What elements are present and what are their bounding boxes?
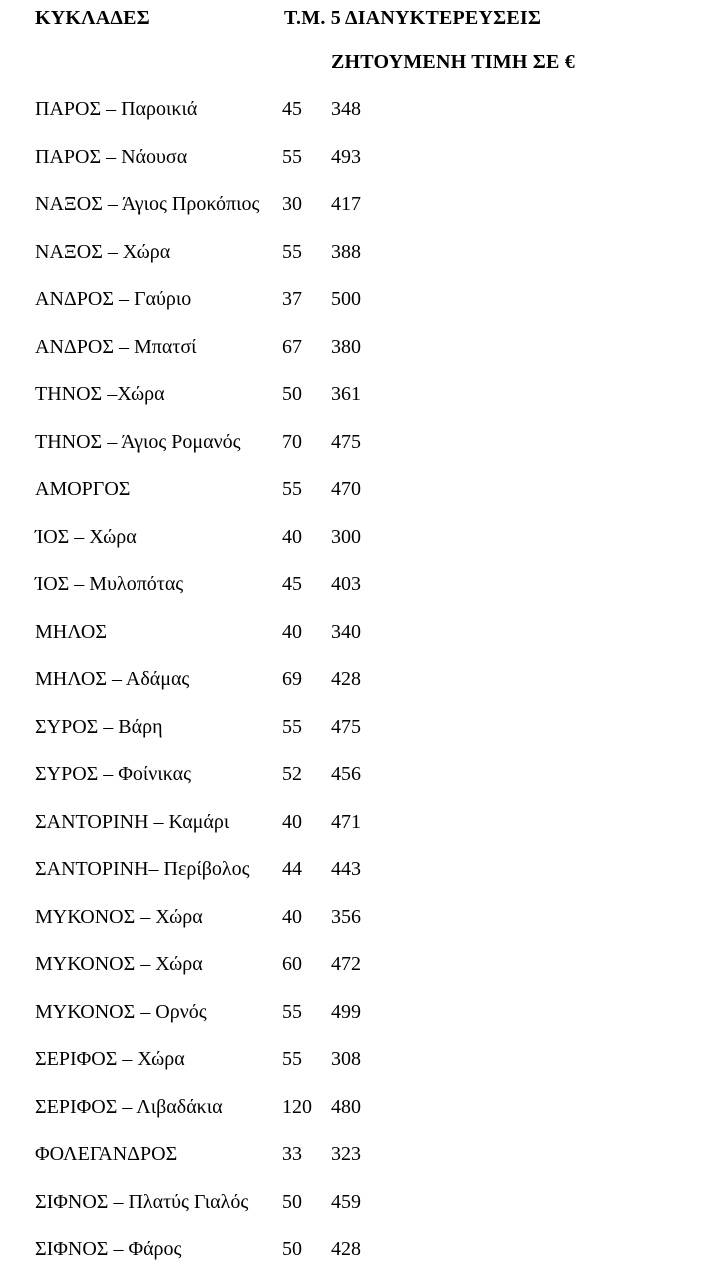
square-meters-cell: 50 — [282, 1190, 302, 1213]
square-meters-cell: 44 — [282, 858, 302, 880]
location-cell: ΣΕΡΙΦΟΣ – Χώρα — [35, 1048, 185, 1070]
price-cell: 348 — [331, 98, 361, 120]
location-cell: ΑΝΔΡΟΣ – Μπατσί — [35, 335, 197, 358]
square-meters-cell: 40 — [282, 525, 302, 548]
table-row — [0, 191, 713, 239]
price-cell: 340 — [331, 620, 361, 643]
square-meters-cell: 69 — [282, 668, 302, 690]
price-cell: 456 — [331, 763, 361, 785]
location-cell: ΜΥΚΟΝΟΣ – Χώρα — [35, 905, 203, 928]
location-cell: ΝΑΞΟΣ – Άγιος Προκόπιος — [35, 193, 260, 215]
location-cell: ΤΗΝΟΣ – Άγιος Ρομανός — [35, 430, 241, 453]
price-cell: 475 — [331, 715, 361, 738]
price-cell: 475 — [331, 430, 361, 453]
price-cell: 300 — [331, 525, 361, 548]
location-cell: ΣΥΡΟΣ – Φοίνικας — [35, 763, 192, 785]
table-row — [0, 714, 713, 762]
location-cell: ΠΑΡΟΣ – Νάουσα — [35, 145, 188, 168]
price-cell: 380 — [331, 335, 361, 358]
location-cell: ΣΑΝΤΟΡΙΝΗ– Περίβολος — [35, 858, 250, 880]
table-row — [0, 96, 713, 144]
location-cell: ΑΜΟΡΓΟΣ — [35, 478, 131, 500]
table-row — [0, 856, 713, 904]
square-meters-cell: 55 — [282, 1000, 302, 1023]
price-cell: 480 — [331, 1095, 361, 1118]
square-meters-cell: 120 — [282, 1095, 312, 1118]
table-row — [0, 239, 713, 287]
price-cell: 499 — [331, 1000, 361, 1023]
price-cell: 388 — [331, 240, 361, 263]
price-heading: ΖΗΤΟΥΜΕΝΗ ΤΙΜΗ ΣΕ € — [331, 51, 575, 73]
table-row — [0, 1189, 713, 1237]
table-row — [0, 144, 713, 192]
location-cell: ΝΑΞΟΣ – Χώρα — [35, 240, 171, 263]
location-cell: ΜΥΚΟΝΟΣ – Ορνός — [35, 1000, 207, 1023]
region-heading: ΚΥΚΛΑΔΕΣ — [35, 7, 150, 29]
square-meters-cell: 45 — [282, 573, 302, 595]
square-meters-cell: 60 — [282, 953, 302, 975]
location-cell: ΜΗΛΟΣ — [35, 620, 107, 643]
table-row — [0, 334, 713, 382]
columns-heading: Τ.Μ. 5 ΔΙΑΝΥΚΤΕΡΕΥΣΕΙΣ — [284, 7, 542, 29]
square-meters-cell: 50 — [282, 1238, 302, 1260]
table-row — [0, 1236, 713, 1284]
location-cell: ΣΙΦΝΟΣ – Φάρος — [35, 1238, 182, 1260]
square-meters-cell: 33 — [282, 1143, 302, 1165]
square-meters-cell: 40 — [282, 810, 302, 833]
price-cell: 308 — [331, 1048, 361, 1070]
square-meters-cell: 52 — [282, 763, 302, 785]
table-row — [0, 666, 713, 714]
table-row — [0, 809, 713, 857]
square-meters-cell: 45 — [282, 98, 302, 120]
location-cell: ΣΑΝΤΟΡΙΝΗ – Καμάρι — [35, 810, 230, 833]
location-cell: ΑΝΔΡΟΣ – Γαύριο — [35, 288, 192, 310]
price-cell: 428 — [331, 1238, 361, 1260]
location-cell: ΜΗΛΟΣ – Αδάμας — [35, 668, 190, 690]
square-meters-cell: 55 — [282, 145, 302, 168]
location-cell: ΊΟΣ – Χώρα — [35, 525, 137, 548]
table-row — [0, 1046, 713, 1094]
square-meters-cell: 50 — [282, 383, 302, 405]
price-cell: 471 — [331, 810, 361, 833]
square-meters-cell: 40 — [282, 620, 302, 643]
table-row — [0, 904, 713, 952]
location-cell: ΠΑΡΟΣ – Παροικιά — [35, 98, 198, 120]
location-cell: ΣΙΦΝΟΣ – Πλατύς Γιαλός — [35, 1190, 249, 1213]
square-meters-cell: 55 — [282, 478, 302, 500]
square-meters-cell: 55 — [282, 1048, 302, 1070]
table-row — [0, 476, 713, 524]
location-cell: ΣΥΡΟΣ – Βάρη — [35, 715, 163, 738]
table-row — [0, 1094, 713, 1142]
location-cell: ΜΥΚΟΝΟΣ – Χώρα — [35, 953, 203, 975]
price-cell: 493 — [331, 145, 361, 168]
listing-table — [0, 96, 713, 1284]
square-meters-cell: 67 — [282, 335, 302, 358]
price-cell: 443 — [331, 858, 361, 880]
table-row — [0, 524, 713, 572]
table-row — [0, 571, 713, 619]
table-row — [0, 381, 713, 429]
price-cell: 361 — [331, 383, 361, 405]
price-cell: 403 — [331, 573, 361, 595]
price-cell: 470 — [331, 478, 361, 500]
location-cell: ΊΟΣ – Μυλοπότας — [35, 573, 184, 595]
price-cell: 356 — [331, 905, 361, 928]
square-meters-cell: 55 — [282, 715, 302, 738]
price-cell: 459 — [331, 1190, 361, 1213]
square-meters-cell: 30 — [282, 193, 302, 215]
location-cell: ΣΕΡΙΦΟΣ – Λιβαδάκια — [35, 1095, 223, 1118]
square-meters-cell: 37 — [282, 288, 302, 310]
table-row — [0, 429, 713, 477]
table-row — [0, 761, 713, 809]
price-cell: 417 — [331, 193, 361, 215]
location-cell: ΦΟΛΕΓΑΝΔΡΟΣ — [35, 1143, 178, 1165]
table-row — [0, 286, 713, 334]
location-cell: ΤΗΝΟΣ –Χώρα — [35, 383, 165, 405]
square-meters-cell: 55 — [282, 240, 302, 263]
price-cell: 472 — [331, 953, 361, 975]
square-meters-cell: 70 — [282, 430, 302, 453]
table-row — [0, 999, 713, 1047]
table-row — [0, 951, 713, 999]
price-cell: 323 — [331, 1143, 361, 1165]
square-meters-cell: 40 — [282, 905, 302, 928]
table-row — [0, 619, 713, 667]
price-cell: 500 — [331, 288, 361, 310]
table-row — [0, 1141, 713, 1189]
price-cell: 428 — [331, 668, 361, 690]
